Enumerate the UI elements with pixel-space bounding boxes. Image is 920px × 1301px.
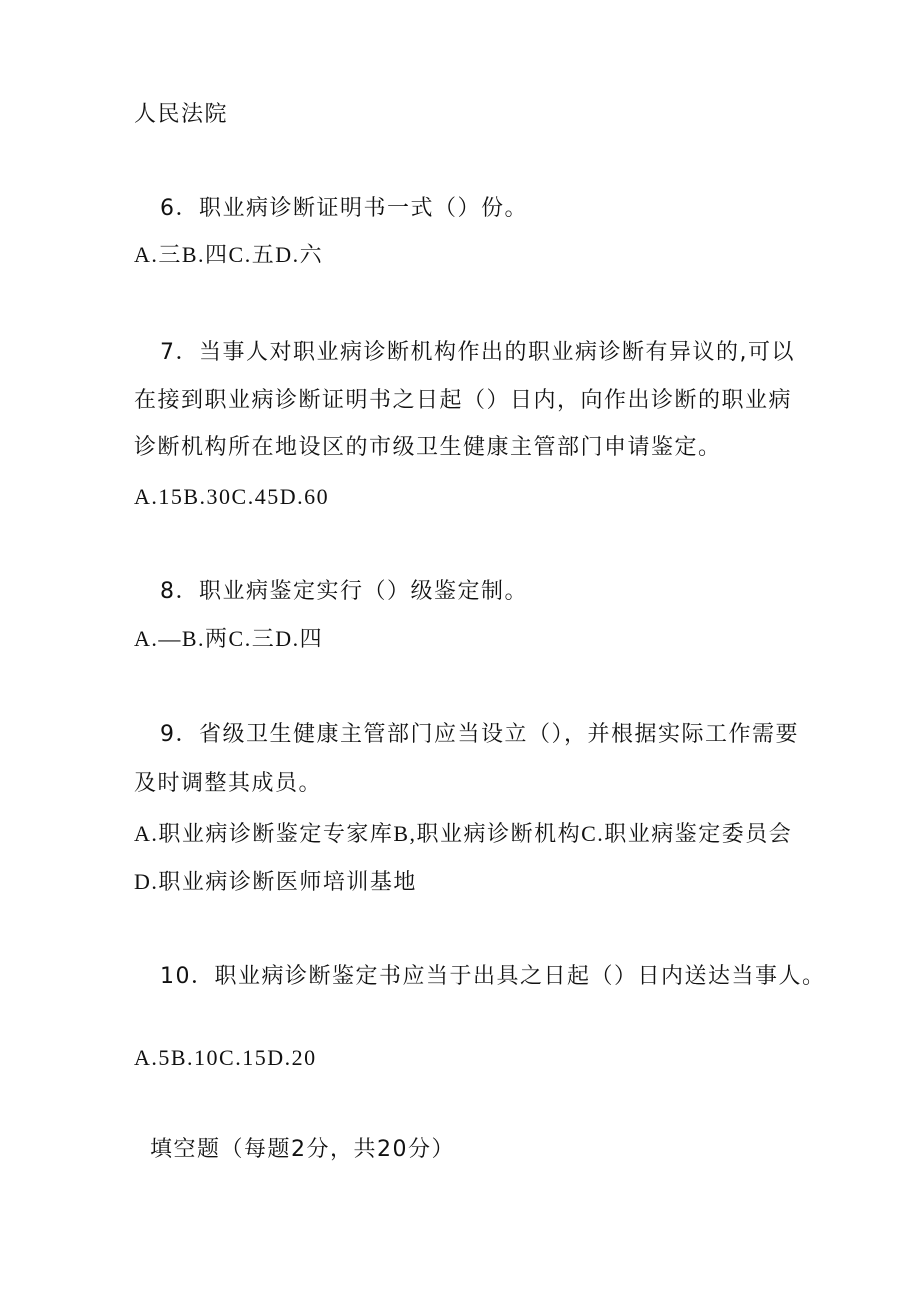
question-8 (160, 577, 528, 607)
question-number: 10 (160, 964, 191, 989)
question-8-options: A.—B.两C.三D.四 (134, 626, 324, 651)
question-7 (160, 338, 795, 368)
question-text: ．省级卫生健康主管部门应当设立（），并根据实际工作需要 (175, 722, 800, 747)
question-10 (160, 962, 826, 992)
question-9 (160, 720, 799, 750)
question-number: 7 (160, 340, 176, 365)
question-10-options: A.5B.10C.15D.20 (134, 1045, 317, 1070)
carryover-text: 人民法院 (134, 102, 229, 127)
question-7-line-2: 在接到职业病诊断证明书之日起（）日内，向作出诊断的职业病 (134, 388, 793, 413)
question-9-options-line-1: A.职业病诊断鉴定专家库B,职业病诊断机构C.职业病鉴定委员会 (134, 821, 793, 846)
section-heading: 填空题（每题2分，共20分） (150, 1137, 455, 1162)
question-9-options-line-2: D.职业病诊断医师培训基地 (134, 869, 417, 894)
question-number: 6 (160, 196, 176, 221)
question-number: 8 (160, 579, 176, 604)
question-text: ．当事人对职业病诊断机构作出的职业病诊断有异议的,可以 (175, 340, 795, 365)
question-text: ．职业病诊断证明书一式（）份。 (175, 196, 529, 221)
question-7-options: A.15B.30C.45D.60 (134, 484, 330, 509)
question-text: ．职业病诊断鉴定书应当于出具之日起（）日内送达当事人。 (191, 964, 826, 989)
question-6-options: A.三B.四C.五D.六 (134, 242, 324, 267)
question-7-line-3: 诊断机构所在地设区的市级卫生健康主管部门申请鉴定。 (134, 435, 722, 460)
question-text: ．职业病鉴定实行（）级鉴定制。 (175, 579, 529, 604)
question-6 (160, 194, 528, 224)
question-9-line-2: 及时调整其成员。 (134, 771, 323, 796)
question-number: 9 (160, 722, 176, 747)
